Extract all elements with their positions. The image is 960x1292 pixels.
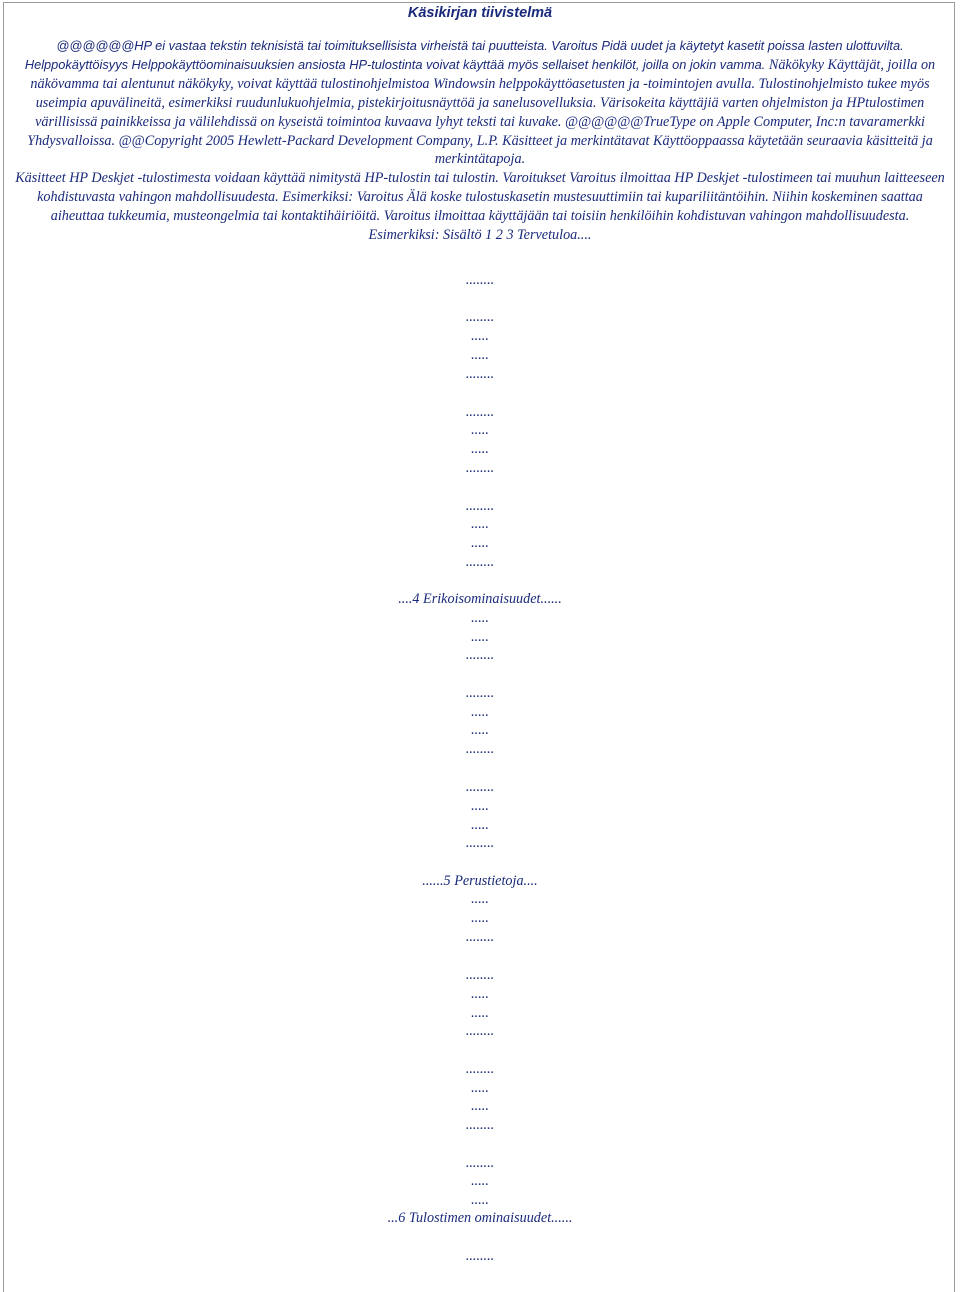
paragraph-3-part-1: Esimerkiksi: Sisältö 1 2 3 Tervetuloa.... [368,227,592,244]
toc-line: ........ [465,1248,495,1264]
toc-line: ........ [465,498,495,514]
page-title: Käsikirjan tiivistelmä [407,5,553,21]
toc-line: ..... [471,722,489,738]
toc-line: ..... [471,986,489,1002]
toc-line: ....4 Erikoisominaisuudet...... [398,591,562,607]
toc-line: ........ [465,366,495,382]
toc-line: ..... [471,347,489,363]
paragraph-2-part-1: Käsitteet HP Deskjet -tulostimesta voidaan käyttää nimitystä HP-tulostin tai tulostin. Varoitukset Varoitus ilmoittaa HP Deskjet -tulostimeen tai muuhun laitteeseen kohdistuvasta vahingon mahdollisuudesta. Esimerkiksi: Varoitus Älä koske tulostuskasetin mustesuuttimiin tai kupariliitäntöihin. Niihin koskeminen saattaa aiheuttaa tukkeumia, musteongelmia tai kontaktihäiriöitä. Varoitus ilmoittaa käyttäjään tai toisiin henkilöihin kohdistuvan vahingon mahdollisuudesta. [15,170,945,225]
toc-line: ..... [471,704,489,720]
toc-line: ..... [471,910,489,926]
toc-line: ........ [465,460,495,476]
toc-line: ..... [471,1080,489,1096]
toc-line: ..... [471,1098,489,1114]
paragraph-3 [14,226,946,245]
toc-line: ........ [465,1155,495,1171]
paragraph-1-part-1: @@@@@@HP ei vastaa tekstin teknisistä tai toimituksellisista virheistä tai puutteista. Varoitus Pidä uudet ja käytetyt kasetit poissa lasten ulottuvilta. Helppokäyttöisyys Helppokäyttöominaisuuksien ansiosta HP-tulostinta voivat käyttää myös sellaiset henkilöt, joilla on jokin vamma. [24,38,904,72]
body-text [14,37,946,245]
toc-line: ........ [465,835,495,851]
toc-line: ........ [465,685,495,701]
toc-line: ..... [471,1005,489,1021]
paragraph-2 [14,169,946,226]
toc-line: ........ [465,741,495,757]
toc-line: ..... [471,798,489,814]
toc-line: ..... [471,1173,489,1189]
toc-line: ........ [465,554,495,570]
toc-line: ..... [471,535,489,551]
toc-line: ........ [465,1023,495,1039]
toc-line: ..... [471,328,489,344]
toc-line: ........ [465,967,495,983]
toc-line: ........ [465,647,495,663]
toc-line: ..... [471,1192,489,1208]
toc-line: ........ [465,929,495,945]
toc-line: ........ [465,1117,495,1133]
toc-line: ........ [465,779,495,795]
toc-line: ...6 Tulostimen ominaisuudet...... [387,1210,573,1226]
toc-line: ..... [471,422,489,438]
toc-line: ..... [471,516,489,532]
toc-line: ..... [471,629,489,645]
paragraph-1 [14,37,946,169]
toc-line: ..... [471,441,489,457]
toc-line: ..... [471,817,489,833]
toc-line: ........ [465,309,495,325]
toc-line: ..... [471,610,489,626]
toc-line: ........ [465,272,495,288]
toc-line: ........ [465,1061,495,1077]
toc-line: ..... [471,891,489,907]
paragraph-1-part-2: Näkökyky Käyttäjät, joilla on näkövamma tai alentunut näkökyky, voivat käyttää tulostinohjelmistoa Windowsin helppokäyttöasetusten ja -toimintojen avulla. Tulostinohjelmisto tukee myös useimpia apuvälineitä, esimerkiksi ruudunlukuohjelmia, pistekirjoitusnäyttöä ja sanelusovelluksia. Värisokeita käyttäjiä varten ohjelmiston ja HPtulostimen värillisissä painikkeissa ja välilehdissä on kyseistä toimintoa kuvaava lyhyt teksti tai kuvake. @@@@@@TrueType on Apple Computer, Inc:n tavaramerkki Yhdysvalloissa. @@Copyright 2005 Hewlett-Packard Development Company, L.P. Käsitteet ja merkintätavat Käyttöoppaassa käytetään seuraavia käsitteitä ja merkintätapoja. [27,56,936,168]
toc-line: ........ [465,404,495,420]
toc-line: ......5 Perustietoja.... [422,873,538,889]
